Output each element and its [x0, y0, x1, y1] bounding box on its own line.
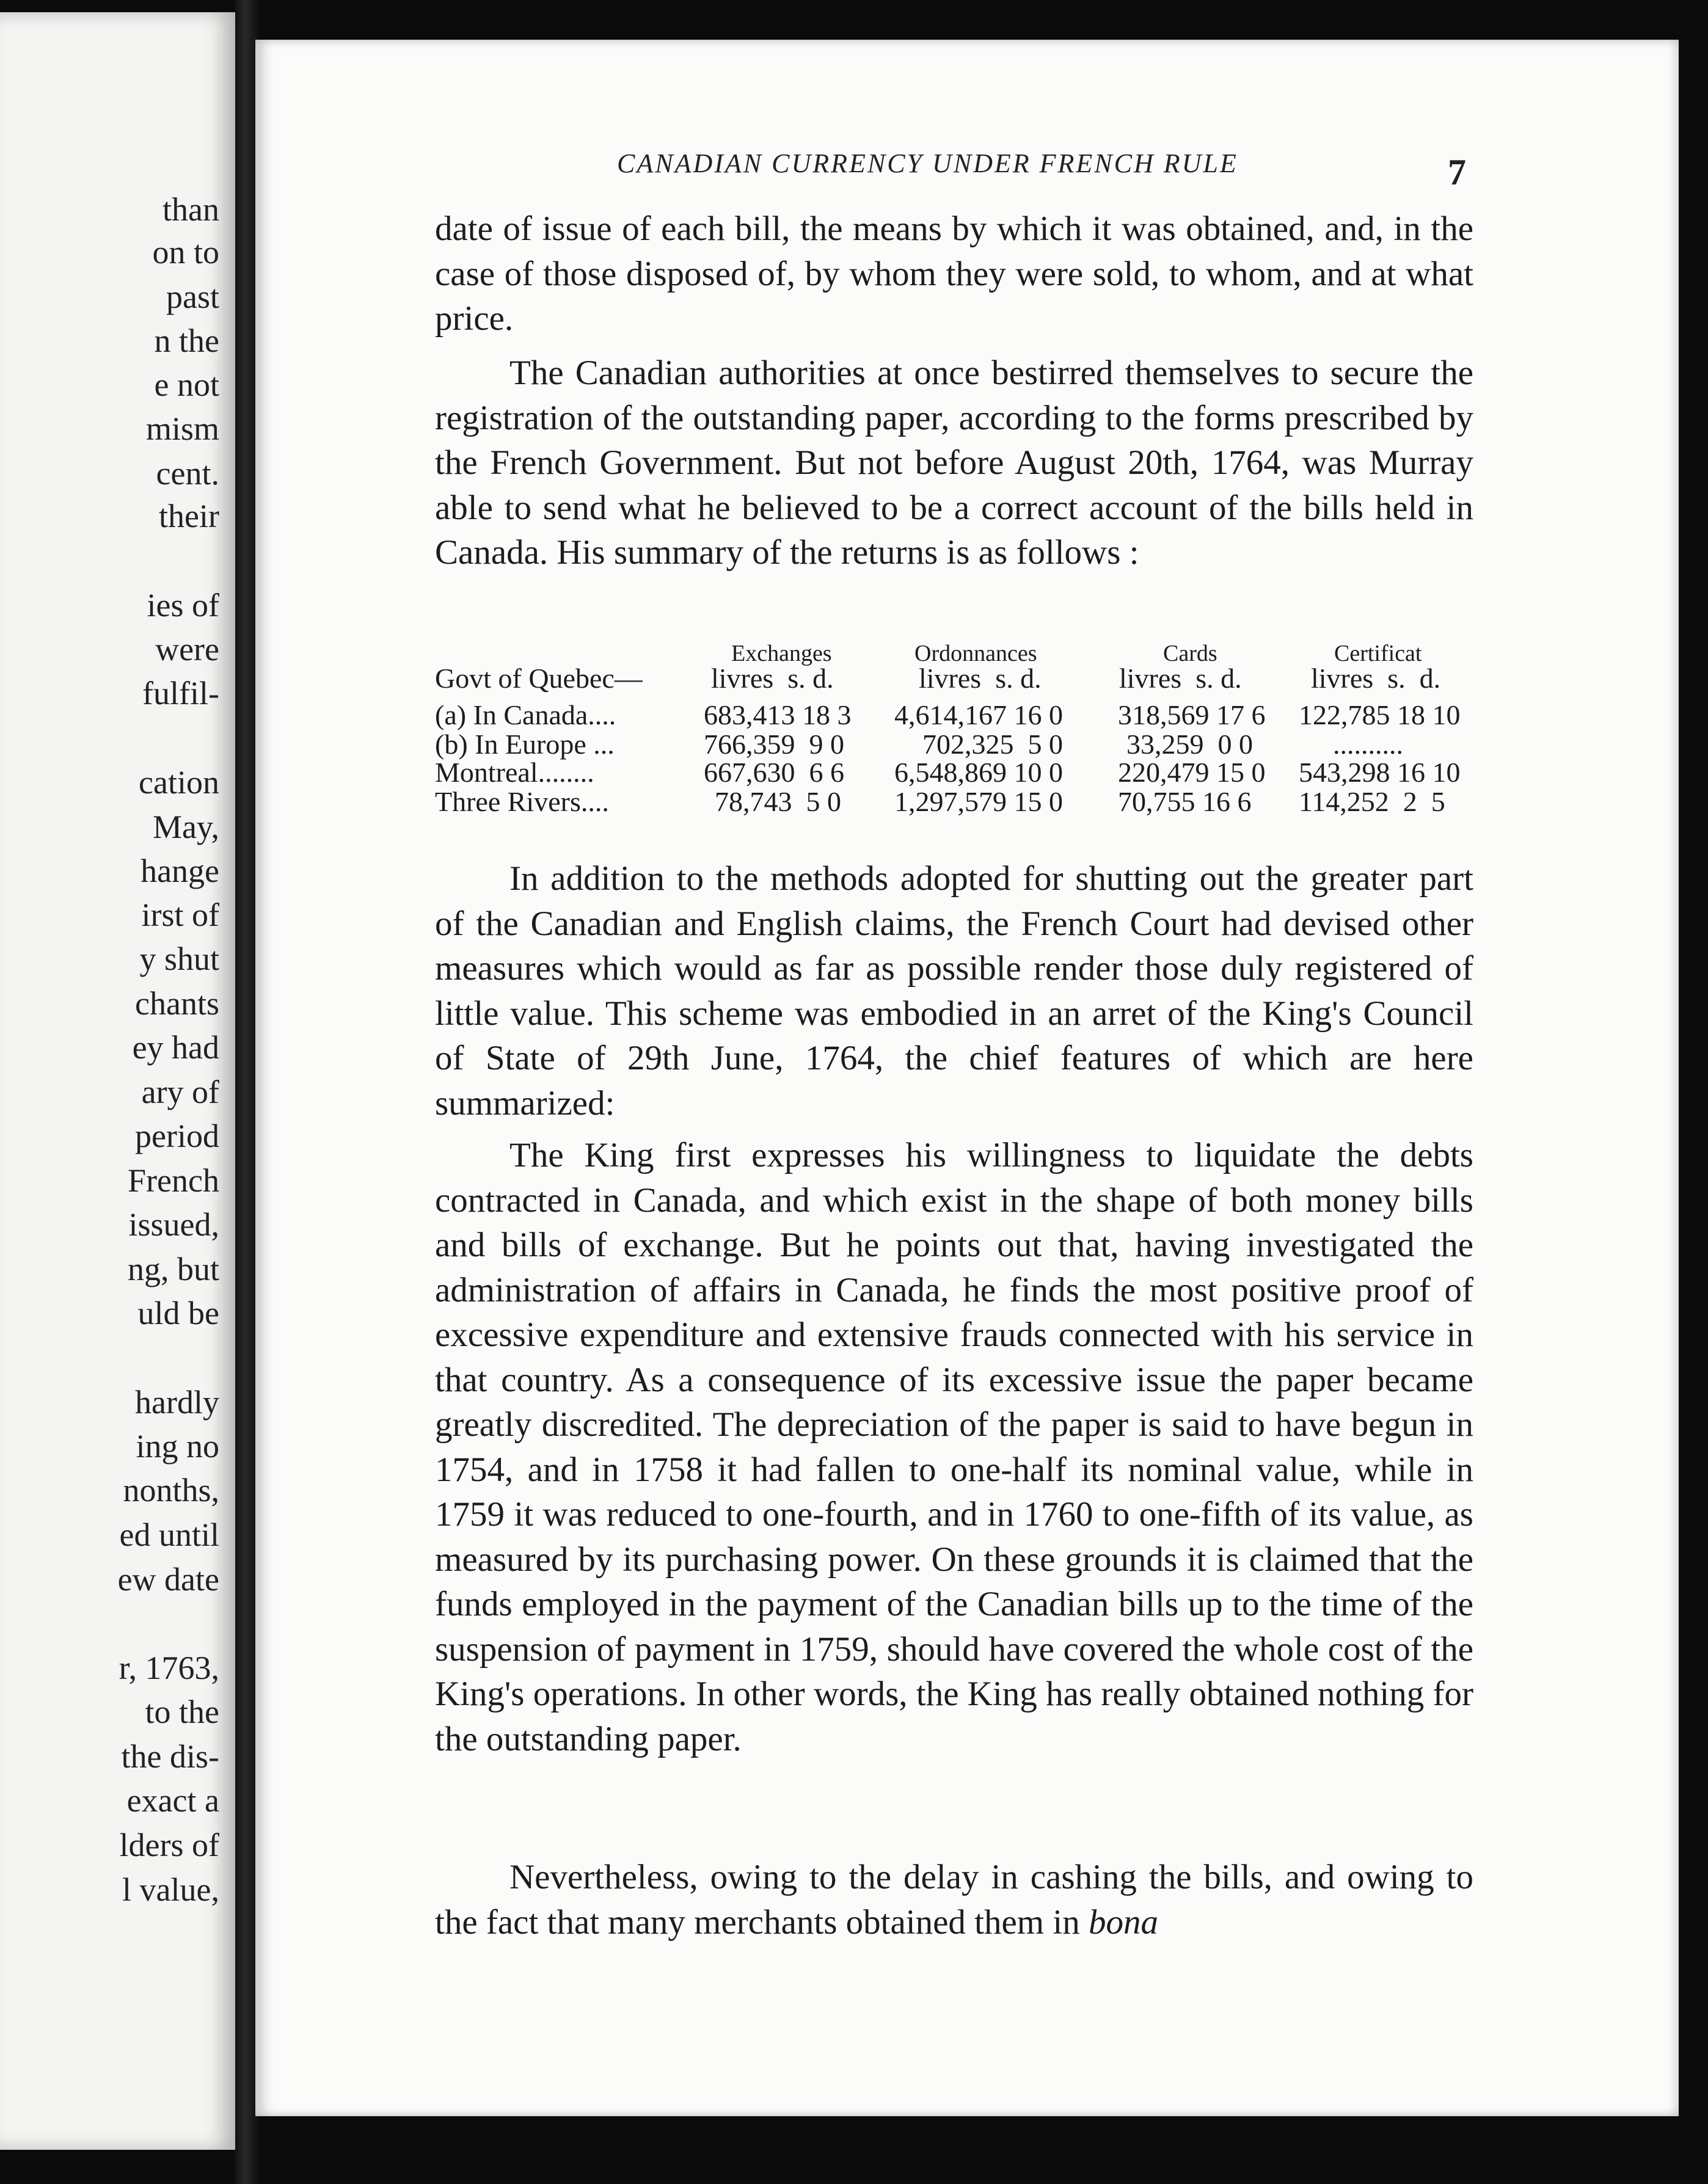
table-cell: 6,548,869 10 0 [894, 757, 1063, 788]
table-cell: .......... [1333, 729, 1403, 760]
left-page-line: period [135, 1118, 219, 1154]
page-number: 7 [1448, 152, 1466, 192]
table-stub-header: Govt of Quebec— [435, 663, 643, 694]
left-page-line: r, 1763, [119, 1650, 219, 1686]
column-header-certificat: Certificat [1334, 641, 1422, 666]
table-subheader-row [435, 662, 1481, 694]
table-cell: 766,359 9 0 [704, 729, 844, 760]
column-subheader: livres s. d. [1311, 663, 1441, 694]
left-page-line: uld be [137, 1295, 219, 1331]
left-page-line: ing no [136, 1428, 219, 1465]
table-cell: 683,413 18 3 [704, 699, 852, 730]
table-cell: 702,325 5 0 [922, 729, 1063, 760]
row-label: Three Rivers.... [435, 786, 609, 817]
table-row [435, 756, 1481, 788]
table-cell: 667,630 6 6 [704, 757, 844, 788]
table-cell: 220,479 15 0 [1118, 757, 1266, 788]
paragraph-text: Nevertheless, owing to the delay in cashing the bills, and owing to the fact that many merchants obtained them in [435, 1858, 1473, 1942]
left-page-line: l value, [122, 1871, 219, 1908]
left-page-line: e not [154, 366, 219, 403]
table-row [435, 728, 1481, 760]
left-facing-page [0, 12, 235, 2150]
left-page-line: past [166, 278, 219, 315]
table-cell: 318,569 17 6 [1118, 699, 1266, 730]
column-subheader: livres s. d. [711, 663, 834, 694]
paragraph-nevertheless [435, 1855, 1473, 1945]
left-page-line: chants [135, 985, 219, 1022]
italic-term: bona [1088, 1902, 1158, 1942]
left-page-line: ies of [147, 587, 219, 624]
left-page-line: mism [145, 410, 219, 447]
left-page-line: the dis- [121, 1738, 219, 1775]
table-cell: 1,297,579 15 0 [894, 786, 1063, 817]
paragraph-king-liquidation: The King first expresses his willingness to liquidate the debts contracted in Canada, and which exist in the shape of both money bills and bills of exchange. But he points out that, having investigated the administration of affairs in Canada, he finds the most positive proof of excessive expenditure and extensive frauds connected with his service in that country. As a consequence of its excessive issue the paper became greatly discredited. The depreciation of the paper is said to have begun in 1754, and in 1758 it had fallen to one-half its nominal value, while in 1759 it was reduced to one-fourth, and in 1760 to one-fifth of its value, as measured by its purchasing power. On these grounds it is claimed that the funds employed in the payment of the Canadian bills up to the time of the suspension of payment in 1759, should have covered the whole cost of the King's operations. In other words, the King has really obtained nothing for the outstanding paper. [435, 1136, 1473, 1758]
left-page-line: n the [154, 322, 219, 359]
table-cell: 114,252 2 5 [1299, 786, 1445, 817]
row-label: (b) In Europe ... [435, 729, 615, 760]
row-label: (a) In Canada.... [435, 699, 616, 730]
table-cell: 122,785 18 10 [1299, 699, 1461, 730]
left-page-line: May, [153, 809, 219, 845]
table-row [435, 699, 1481, 728]
left-page-line: fulfil- [142, 675, 219, 712]
left-page-line: nonths, [123, 1472, 219, 1509]
table-cell: 33,259 0 0 [1126, 729, 1253, 760]
left-page-line: than [162, 191, 219, 228]
left-page-line: their [159, 498, 219, 534]
left-page-line: exact a [126, 1782, 219, 1819]
left-page-line: irst of [141, 897, 219, 933]
left-page-line: ary of [141, 1074, 219, 1110]
column-header-exchanges: Exchanges [731, 641, 832, 666]
left-page-line: cent. [156, 455, 219, 492]
left-page-line: to the [145, 1694, 219, 1730]
table-cell: 543,298 16 10 [1299, 757, 1461, 788]
column-subheader: livres s. d. [1119, 663, 1242, 694]
table-row [435, 785, 1481, 815]
left-page-line: French [128, 1162, 219, 1199]
column-header-ordonnances: Ordonnances [914, 641, 1037, 666]
left-page-line: hange [141, 853, 219, 889]
row-label: Montreal........ [435, 757, 594, 788]
left-page-line: ey had [132, 1029, 219, 1066]
left-page-line: ew date [117, 1561, 219, 1598]
left-page-line: ng, but [127, 1251, 219, 1287]
table-cell: 70,755 16 6 [1118, 786, 1252, 817]
left-page-line: ed until [119, 1516, 219, 1553]
table-cell: 4,614,167 16 0 [894, 699, 1063, 730]
paragraph-continuation: date of issue of each bill, the means by which it was obtained, and, in the case of those disposed of, by whom they were sold, to whom, and at what price. [435, 209, 1473, 338]
column-header-cards: Cards [1163, 641, 1217, 666]
left-page-line: cation [139, 764, 219, 801]
left-page-line: y shut [139, 941, 219, 977]
table-cell: 78,743 5 0 [715, 786, 841, 817]
left-page-line: on to [152, 234, 219, 271]
left-page-line: hardly [135, 1384, 219, 1421]
paragraph-french-measures: In addition to the methods adopted for shutting out the greater part of the Canadian and English claims, the French Court had devised other measures which would as far as possible render those duly registered of little value. This scheme was embodied in an arret of the King's Council of State of 29th June, 1764, the chief features of which are here summarized: [435, 859, 1473, 1123]
left-page-line: lders of [119, 1827, 219, 1863]
paragraph-registration: The Canadian authorities at once bestirred themselves to secure the registration of the outstanding paper, according to the forms prescribed by the French Government. But not before August 20th, 1764, was Murray able to send what he believed to be a correct account of the bills held in Canada. His summary of the returns is as follows : [435, 354, 1473, 572]
left-page-line: issued, [128, 1206, 219, 1243]
left-page-line: were [155, 631, 219, 668]
running-head: CANADIAN CURRENCY UNDER FRENCH RULE [617, 148, 1238, 178]
column-subheader: livres s. d. [919, 663, 1042, 694]
